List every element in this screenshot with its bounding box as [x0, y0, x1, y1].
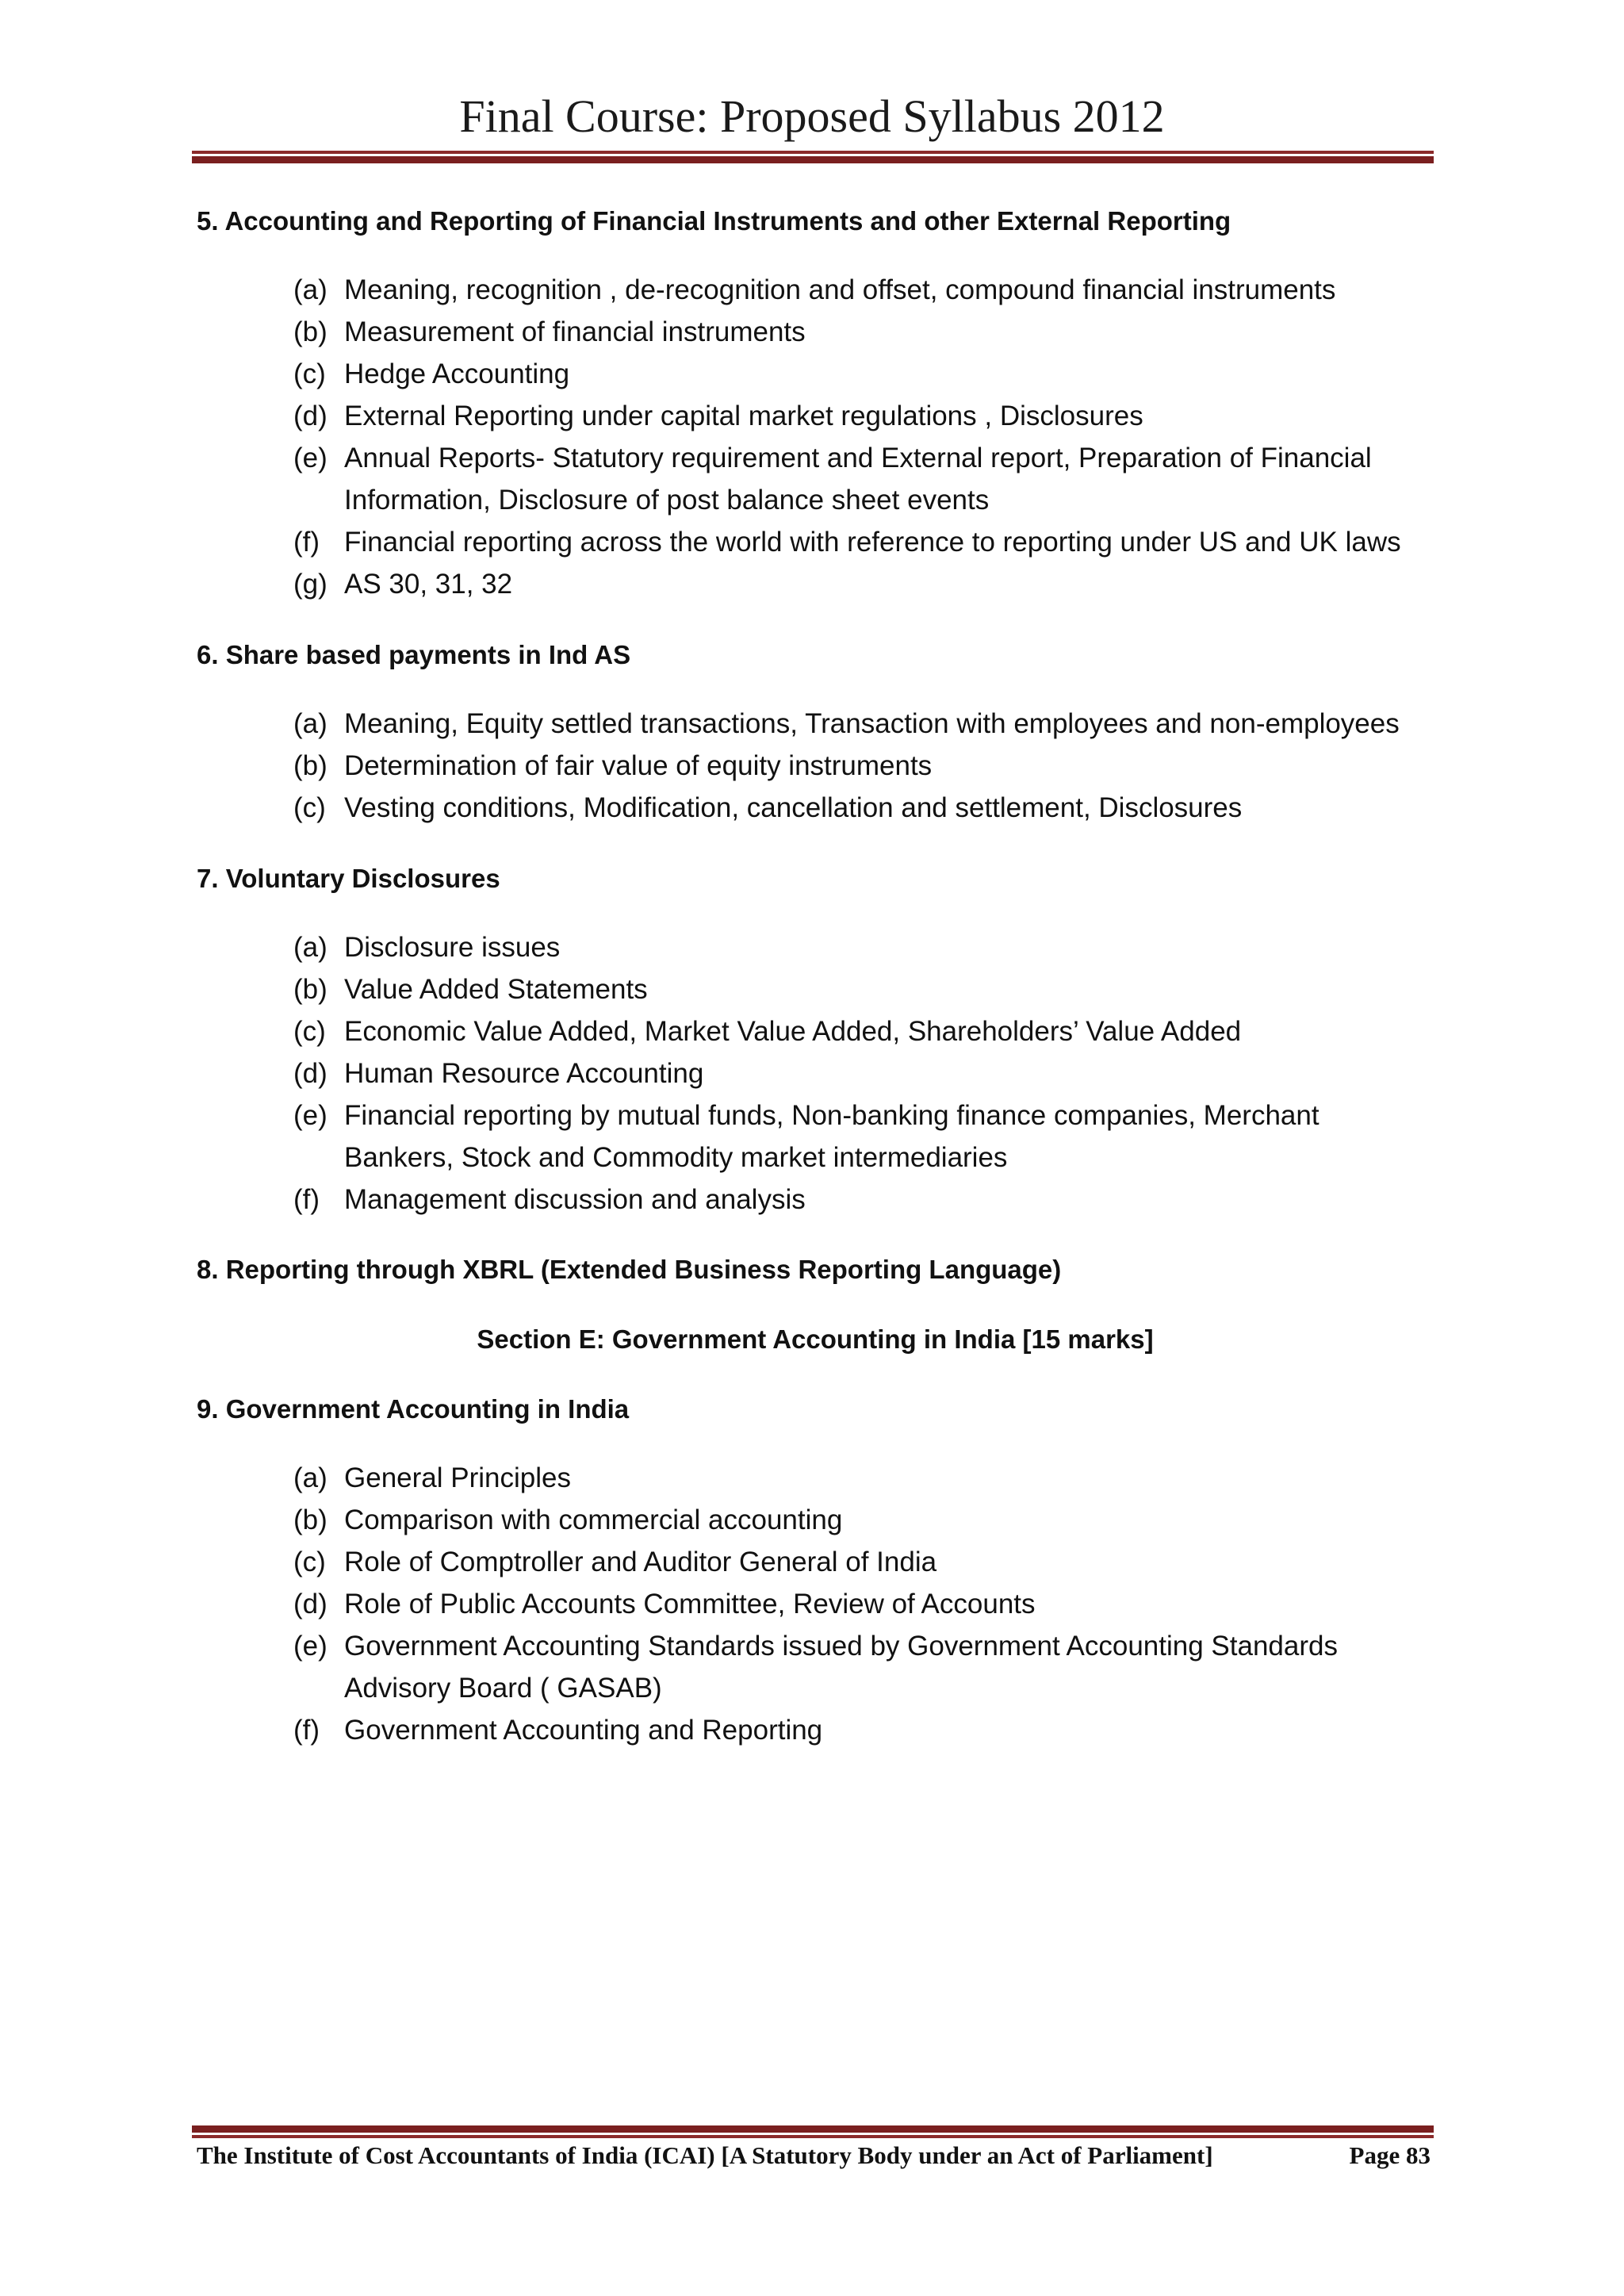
list-item-text: Comparison with commercial accounting [344, 1504, 843, 1535]
list-item-text: Vesting conditions, Modification, cancellation and settlement, Disclosures [344, 792, 1243, 823]
list-item-text: Determination of fair value of equity instruments [344, 750, 933, 781]
list-item-text: Meaning, recognition , de-recognition and offset, compound financial instruments [344, 274, 1336, 305]
list-item-text: Government Accounting Standards issued by Government Accounting Standards Advisory Board ( GASAB) [344, 1631, 1338, 1704]
list-item-text: Role of Public Accounts Committee, Review of Accounts [344, 1589, 1036, 1619]
list-marker: (d) [293, 1058, 327, 1089]
list-item-text: AS 30, 31, 32 [344, 569, 513, 600]
list-item-text: Economic Value Added, Market Value Added, Shareholders’ Value Added [344, 1016, 1242, 1047]
section-heading: 9. Government Accounting in India [197, 1394, 630, 1424]
list-marker: (b) [293, 750, 327, 781]
list-marker: (f) [293, 527, 320, 558]
list-item-text: Hedge Accounting [344, 358, 570, 389]
list-marker: (d) [293, 1589, 327, 1619]
list-item-text: Disclosure issues [344, 932, 561, 963]
list-marker: (b) [293, 316, 327, 347]
list-marker: (g) [293, 569, 327, 600]
list-item-text: External Reporting under capital market regulations , Disclosures [344, 401, 1143, 431]
list-item-text: Financial reporting across the world with reference to reporting under US and UK laws [344, 527, 1401, 558]
list-marker: (b) [293, 1504, 327, 1535]
list-marker: (e) [293, 1631, 327, 1662]
list-item-text: Value Added Statements [344, 974, 648, 1005]
list-marker: (c) [293, 792, 326, 823]
page-title: Final Course: Proposed Syllabus 2012 [459, 90, 1165, 142]
list-item-text: General Principles [344, 1462, 571, 1493]
list-marker: (f) [293, 1184, 320, 1215]
page-number: Page 83 [1349, 2141, 1431, 2169]
list-marker: (a) [293, 1462, 327, 1493]
list-marker: (c) [293, 1016, 326, 1047]
list-marker: (b) [293, 974, 327, 1005]
list-marker: (c) [293, 1547, 326, 1577]
list-marker: (e) [293, 1100, 327, 1131]
list-marker: (d) [293, 401, 327, 431]
list-item-text: Financial reporting by mutual funds, Non-banking finance companies, Merchant Bankers, Stock and Commodity market intermediaries [344, 1100, 1320, 1173]
section-heading: 7. Voluntary Disclosures [197, 864, 500, 893]
list-item-text: Government Accounting and Reporting [344, 1715, 823, 1746]
list-marker: (a) [293, 274, 327, 305]
list-item-text: Management discussion and analysis [344, 1184, 806, 1215]
section-heading: 8. Reporting through XBRL (Extended Business Reporting Language) [197, 1255, 1062, 1284]
list-item-text: Measurement of financial instruments [344, 316, 806, 347]
list-marker: (f) [293, 1715, 320, 1746]
part-heading: Section E: Government Accounting in India [15 marks] [477, 1324, 1154, 1354]
section-heading: 5. Accounting and Reporting of Financial Instruments and other External Reporting [197, 206, 1231, 236]
footer-institute: The Institute of Cost Accountants of India (ICAI) [A Statutory Body under an Act of Parliament] [197, 2141, 1213, 2169]
list-item-text: Meaning, Equity settled transactions, Transaction with employees and non-employees [344, 708, 1400, 739]
list-item-text: Role of Comptroller and Auditor General of India [344, 1547, 937, 1577]
list-item-text: Human Resource Accounting [344, 1058, 704, 1089]
footer-divider [192, 2125, 1434, 2138]
list-item-text: Annual Reports- Statutory requirement and External report, Preparation of Financial Information, Disclosure of post balance sheet events [344, 443, 1372, 516]
list-marker: (a) [293, 932, 327, 963]
list-marker: (c) [293, 358, 326, 389]
header-divider [192, 151, 1434, 163]
section-heading: 6. Share based payments in Ind AS [197, 640, 631, 669]
list-marker: (a) [293, 708, 327, 739]
list-marker: (e) [293, 443, 327, 473]
